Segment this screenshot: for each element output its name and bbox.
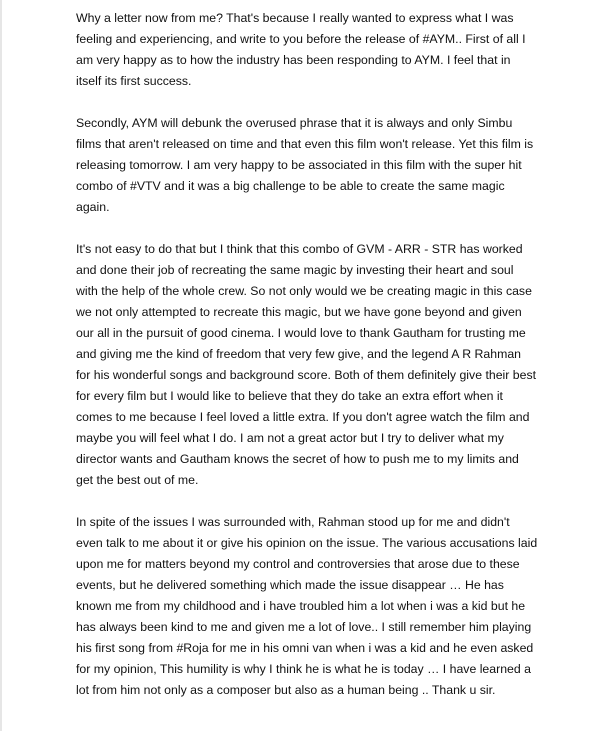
text-line: and giving me the kind of freedom that very few give, and the legend A R Rahman <box>76 347 522 361</box>
text-line: releasing tomorrow. I am very happy to be associated in this film with the super hit <box>76 158 522 172</box>
text-line: It's not easy to do that but I think that this combo of GVM - ARR - STR has worked <box>76 242 523 256</box>
text-line: his first song from #Roja for me in his omni van when i was a kid and he even asked <box>76 641 534 655</box>
text-line: get the best out of me. <box>76 473 199 487</box>
text-line: we not only attempted to recreate this magic, but we have gone beyond and given <box>76 305 522 319</box>
paragraph-1 <box>76 8 542 92</box>
text-line: Secondly, AYM will debunk the overused phrase that it is always and only Simbu <box>76 116 513 130</box>
text-line: In spite of the issues I was surrounded with, Rahman stood up for me and didn't <box>76 515 510 529</box>
text-line: director wants and Gautham knows the secret of how to push me to my limits and <box>76 452 519 466</box>
paragraph-3 <box>76 239 542 491</box>
text-line: feeling and experiencing, and write to you before the release of #AYM.. First of all I <box>76 32 526 46</box>
text-line: upon me for matters beyond my control and controversies that arose due to these <box>76 557 520 571</box>
text-line: even talk to me about it or give his opinion on the issue. The various accusations laid <box>76 536 538 550</box>
text-line: itself its first success. <box>76 74 192 88</box>
text-line: for my opinion, This humility is why I think he is what he is today … I have learned a <box>76 662 531 676</box>
text-line: lot from him not only as a composer but also as a human being .. Thank u sir. <box>76 683 496 697</box>
text-line: with the help of the whole crew. So not only would we be creating magic in this case <box>76 284 532 298</box>
text-line: known me from my childhood and i have troubled him a lot when i was a kid but he <box>76 599 526 613</box>
text-line: combo of #VTV and it was a big challenge to be able to create the same magic <box>76 179 505 193</box>
text-line: and done their job of recreating the same magic by investing their heart and soul <box>76 263 514 277</box>
text-line: has always been kind to me and given me a lot of love.. I still remember him playing <box>76 620 532 634</box>
text-line: again. <box>76 200 110 214</box>
paragraph-2 <box>76 113 542 218</box>
text-line: for his wonderful songs and background score. Both of them definitely give their best <box>76 368 537 382</box>
text-line: events, but he delivered something which made the issue disappear … He has <box>76 578 504 592</box>
letter-body <box>76 8 542 701</box>
text-line: our all in the pursuit of good cinema. I would love to thank Gautham for trusting me <box>76 326 526 340</box>
text-line: maybe you will feel what I do. I am not a great actor but I try to deliver what my <box>76 431 504 445</box>
paragraph-4 <box>76 512 542 701</box>
page-edge <box>0 0 2 731</box>
text-line: am very happy as to how the industry has been responding to AYM. I feel that in <box>76 53 511 67</box>
text-line: comes to me because I feel loved a little extra. If you don't agree watch the film and <box>76 410 530 424</box>
text-line: for every film but I would like to believe that they do take an extra effort when it <box>76 389 503 403</box>
text-line: Why a letter now from me? That's because I really wanted to express what I was <box>76 11 514 25</box>
text-line: films that aren't released on time and that even this film won't release. Yet this film is <box>76 137 534 151</box>
